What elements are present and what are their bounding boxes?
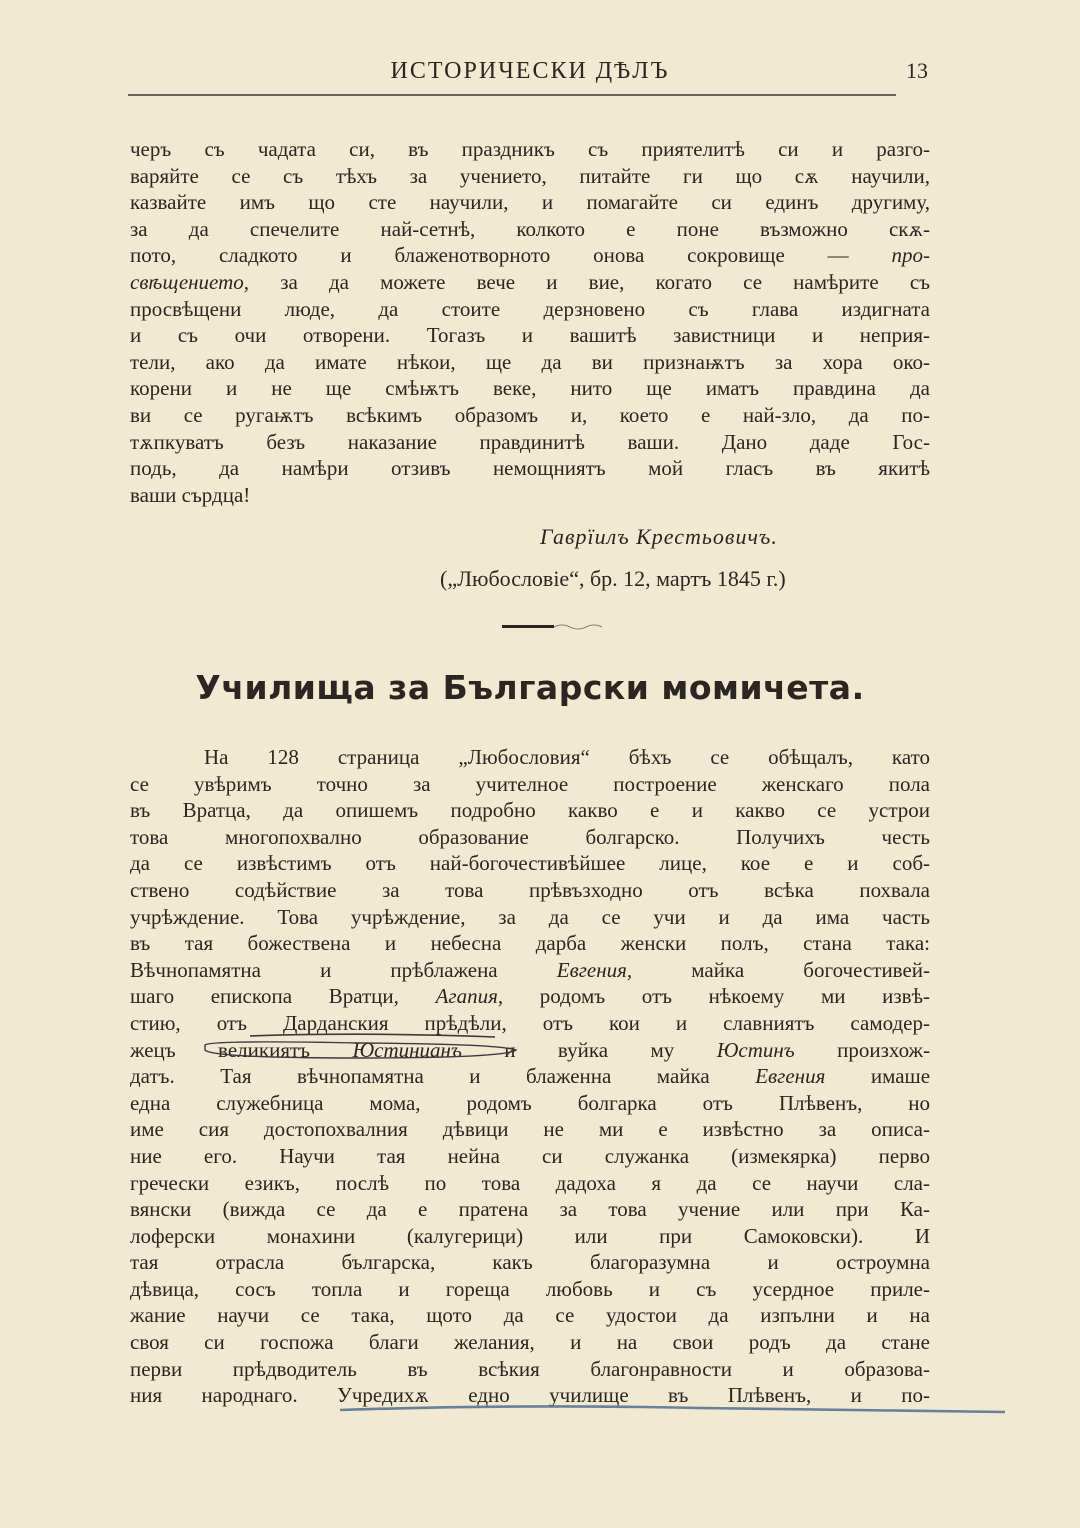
text-line: лоферски монахини (калугерици) или при Самоковски). И	[130, 1223, 930, 1248]
text-run: имаше	[870, 1064, 931, 1089]
text-line: корени и не ще смѣѭтъ веке, нито ще иматъ правдина да	[130, 376, 930, 401]
text-line	[130, 242, 930, 269]
text-line: ваши сърдца!	[130, 482, 251, 507]
running-title: ИСТОРИЧЕСКИ ДѢЛЪ	[390, 58, 670, 84]
text-line: име сия достопохвалния дѣвици не ми е извѣстно за описа-	[130, 1117, 930, 1142]
text-line: ние его. Научи тая нейна си служанка (измекярка) перво	[130, 1143, 930, 1168]
signature: Гаврїилъ Крестьовичъ.	[540, 524, 778, 549]
italic-name: Евгения,	[556, 957, 633, 982]
page-number: 13	[906, 58, 928, 83]
text-line: стию, отъ Дарданския прѣдѣли, отъ кои и славниятъ самодер-	[130, 1010, 930, 1035]
text-line: казвайте имъ що сте научили, и помагайте си единъ другиму,	[130, 190, 930, 215]
text-run: шаго епископа Вратци,	[130, 984, 399, 1009]
text-run: и вуйка му	[504, 1037, 675, 1062]
text-line: тая отрасла българска, какъ благоразумна и остроумна	[130, 1250, 930, 1275]
text-line	[130, 983, 930, 1010]
text-run: майка богочестивей-	[691, 957, 931, 982]
section-divider-ornament	[498, 620, 610, 634]
text-run: произхож-	[837, 1037, 931, 1062]
text-line: въ тая божествена и небесна дарба женски полъ, стана така:	[130, 931, 930, 956]
text-line: гречески езикъ, послѣ по това дадоха я да се научи сла-	[130, 1170, 930, 1195]
text-run: жецъ великиятъ	[130, 1037, 311, 1062]
text-line: ния народнаго. Учредихѫ едно училище въ Плѣвенъ, и по-	[130, 1383, 930, 1408]
text-line: тели, ако да имате нѣкои, ще да ви признаѭтъ за хора око-	[130, 349, 930, 374]
text-run: пото, сладкото и блаженотворното онова сокровище —	[130, 243, 849, 268]
text-line: перви прѣдводитель въ всѣкия благонравности и образова-	[130, 1356, 930, 1381]
text-run: за да можете вече и вие, когато се намѣрите съ	[280, 269, 931, 294]
text-line: се увѣримъ точно за учителное построение женскаго пола	[130, 771, 930, 796]
italic-name: Евгения	[755, 1064, 826, 1089]
text-line: черъ съ чадата си, въ праздникъ съ приятелитѣ си и разго-	[130, 137, 930, 161]
text-line: просвѣщени люде, да стоите дерзновено съ глава издигната	[130, 296, 930, 321]
text-line: жание научи се така, щото да се удостои да изпълни и на	[130, 1303, 930, 1328]
section-title: Училища за Български момичета.	[195, 668, 865, 707]
text-line: и съ очи отворени. Тогазъ и вашитѣ завистници и неприя-	[130, 323, 930, 348]
italic-name: Юстинианъ	[352, 1037, 462, 1062]
text-line	[130, 1037, 930, 1064]
text-line: тѫпкуватъ безъ наказание правдинитѣ ваши. Дано даде Гос-	[130, 429, 930, 454]
text-run: родомъ отъ нѣкоему ми извѣ-	[539, 984, 930, 1009]
text-line: подь, да намѣри отзивъ немощниятъ мой гласъ въ якитѣ	[130, 456, 930, 481]
text-line: ствено содѣйствие за това прѣвъзходно отъ всѣка похвала	[130, 877, 930, 902]
header-rule	[128, 94, 896, 96]
text-line	[130, 269, 930, 296]
text-line	[130, 1063, 930, 1090]
text-line: това многопохвално образование болгарско. Получихъ честь	[130, 824, 930, 849]
text-line: учрѣждение. Това учрѣждение, за да се учи и да има часть	[130, 904, 930, 929]
text-line: своя си госпожа благи желания, и на свои родъ да стане	[130, 1330, 930, 1355]
text-line: варяйте се съ тѣхъ за учението, питайте ги що сѫ научили,	[130, 163, 930, 188]
running-head	[130, 56, 930, 92]
text-line: въ Вратца, да опишемъ подробно какво е и какво се устрои	[130, 798, 930, 823]
source-citation: („Любословіе“, бр. 12, мартъ 1845 г.)	[440, 566, 786, 591]
paragraph-letter-ending	[130, 136, 930, 508]
text-line: за да спечелите най-сетнѣ, колкото е поне възможно скѫ-	[130, 216, 930, 241]
text-line: да се извѣстимъ отъ най-богочестивѣйшее лице, кое е и соб-	[130, 851, 930, 876]
italic-name: Юстинъ	[716, 1037, 795, 1062]
text-run: датъ. Тая вѣчнопамятна и блаженна майка	[130, 1064, 710, 1089]
italic-name: Агапия,	[435, 984, 504, 1009]
paragraph-girls-schools	[130, 744, 930, 1409]
text-line: една служебница мома, родомъ болгарка отъ Плѣвенъ, но	[130, 1090, 930, 1115]
italic-word: свѣщението,	[130, 269, 250, 294]
text-line: На 128 страница „Любословия“ бѣхъ се обѣщалъ, като	[204, 745, 930, 769]
text-line: дѣвица, сосъ топла и гореща любовь и съ усердное приле-	[130, 1276, 930, 1301]
text-line: вянски (вижда се да е пратена за това учение или при Ка-	[130, 1197, 930, 1222]
text-run: Вѣчнопамятна и прѣблажена	[130, 957, 498, 982]
italic-word: про-	[891, 243, 931, 268]
text-line: ви се ругаѭтъ всѣкимъ образомъ и, което е най-зло, да по-	[130, 402, 930, 427]
text-line	[130, 957, 930, 984]
